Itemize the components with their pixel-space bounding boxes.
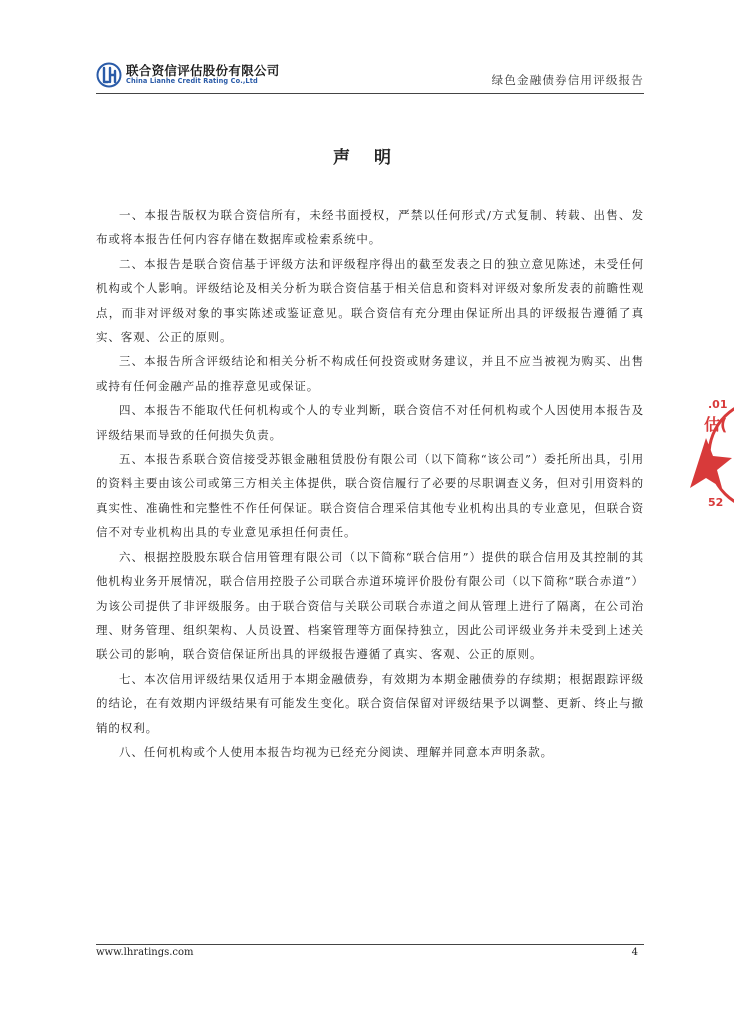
footer-website: www.lhratings.com — [96, 947, 194, 958]
page-number: 4 — [631, 947, 638, 958]
page-header — [96, 60, 644, 92]
statement-paragraph-7: 七、本次信用评级结果仅适用于本期金融债券，有效期为本期金融债券的存续期；根据跟踪评级的结论，在有效期内评级结果有可能发生变化。联合资信保留对评级结果予以调整、更新、终止与撤销的权利。 — [96, 671, 644, 735]
seal-mid-text: 估( — [704, 415, 728, 434]
statement-paragraph-1: 一、本报告版权为联合资信所有，未经书面授权，严禁以任何形式/方式复制、转载、出售、发布或将本报告任何内容存储在数据库或检索系统中。 — [96, 208, 644, 247]
statement-paragraph-6: 六、根据控股股东联合信用管理有限公司（以下简称“联合信用”）提供的联合信用及其控制的其他机构业务开展情况，联合信用控股子公司联合赤道环境评价股份有限公司（以下简称“联合赤道”）为该公司提供了非评级服务。由于联合资信与关联公司联合赤道之间从管理上进行了隔离，在公司治理、财务管理、组织架构、人员设置、档案管理等方面保持独立，因此公司评级业务并未受到上述关联公司的影响，联合资信保证所出具的评级报告遵循了真实、客观、公正的原则。 — [96, 549, 644, 662]
statement-paragraph-5: 五、本报告系联合资信接受苏银金融租赁股份有限公司（以下简称“该公司”）委托所出具，引用的资料主要由该公司或第三方相关主体提供，联合资信履行了必要的尽职调查义务，但对引用资料的真实性、准确性和完整性不作任何保证。联合资信合理采信其他专业机构出具的专业意见，但联合资信不对专业机构出具的专业意见承担任何责任。 — [96, 452, 644, 540]
statement-paragraph-2: 二、本报告是联合资信基于评级方法和评级程序得出的截至发表之日的独立意见陈述，未受任何机构或个人影响。评级结论及相关分析为联合资信基于相关信息和资料对评级对象所发表的前瞻性观点，而非对评级对象的事实陈述或鉴证意见。联合资信有充分理由保证所出具的评级报告遵循了真实、客观、公正的原则。 — [96, 256, 644, 345]
company-name-en: China Lianhe Credit Rating Co.,Ltd — [126, 77, 258, 85]
statement-body — [96, 203, 644, 764]
seal-bottom-text: 52 — [708, 496, 724, 509]
company-seal-icon — [704, 388, 734, 523]
statement-paragraph-8: 八、任何机构或个人使用本报告均视为已经充分阅读、理解并同意本声明条款。 — [119, 744, 553, 759]
footer-divider — [96, 944, 644, 945]
seal-top-text: .01 — [708, 398, 728, 411]
company-name-cn: 联合资信评估股份有限公司 — [126, 63, 280, 78]
statement-paragraph-3: 三、本报告所含评级结论和相关分析不构成任何投资或财务建议，并且不应当被视为购买、出售或持有任何金融产品的推荐意见或保证。 — [96, 354, 644, 393]
header-divider — [96, 93, 644, 94]
report-title: 绿色金融债券信用评级报告 — [491, 73, 644, 87]
lianhe-logo-icon — [96, 62, 122, 88]
document-heading: 声明 — [333, 148, 415, 168]
statement-paragraph-4: 四、本报告不能取代任何机构或个人的专业判断，联合资信不对任何机构或个人因使用本报告及评级结果而导致的任何损失负责。 — [96, 403, 644, 442]
